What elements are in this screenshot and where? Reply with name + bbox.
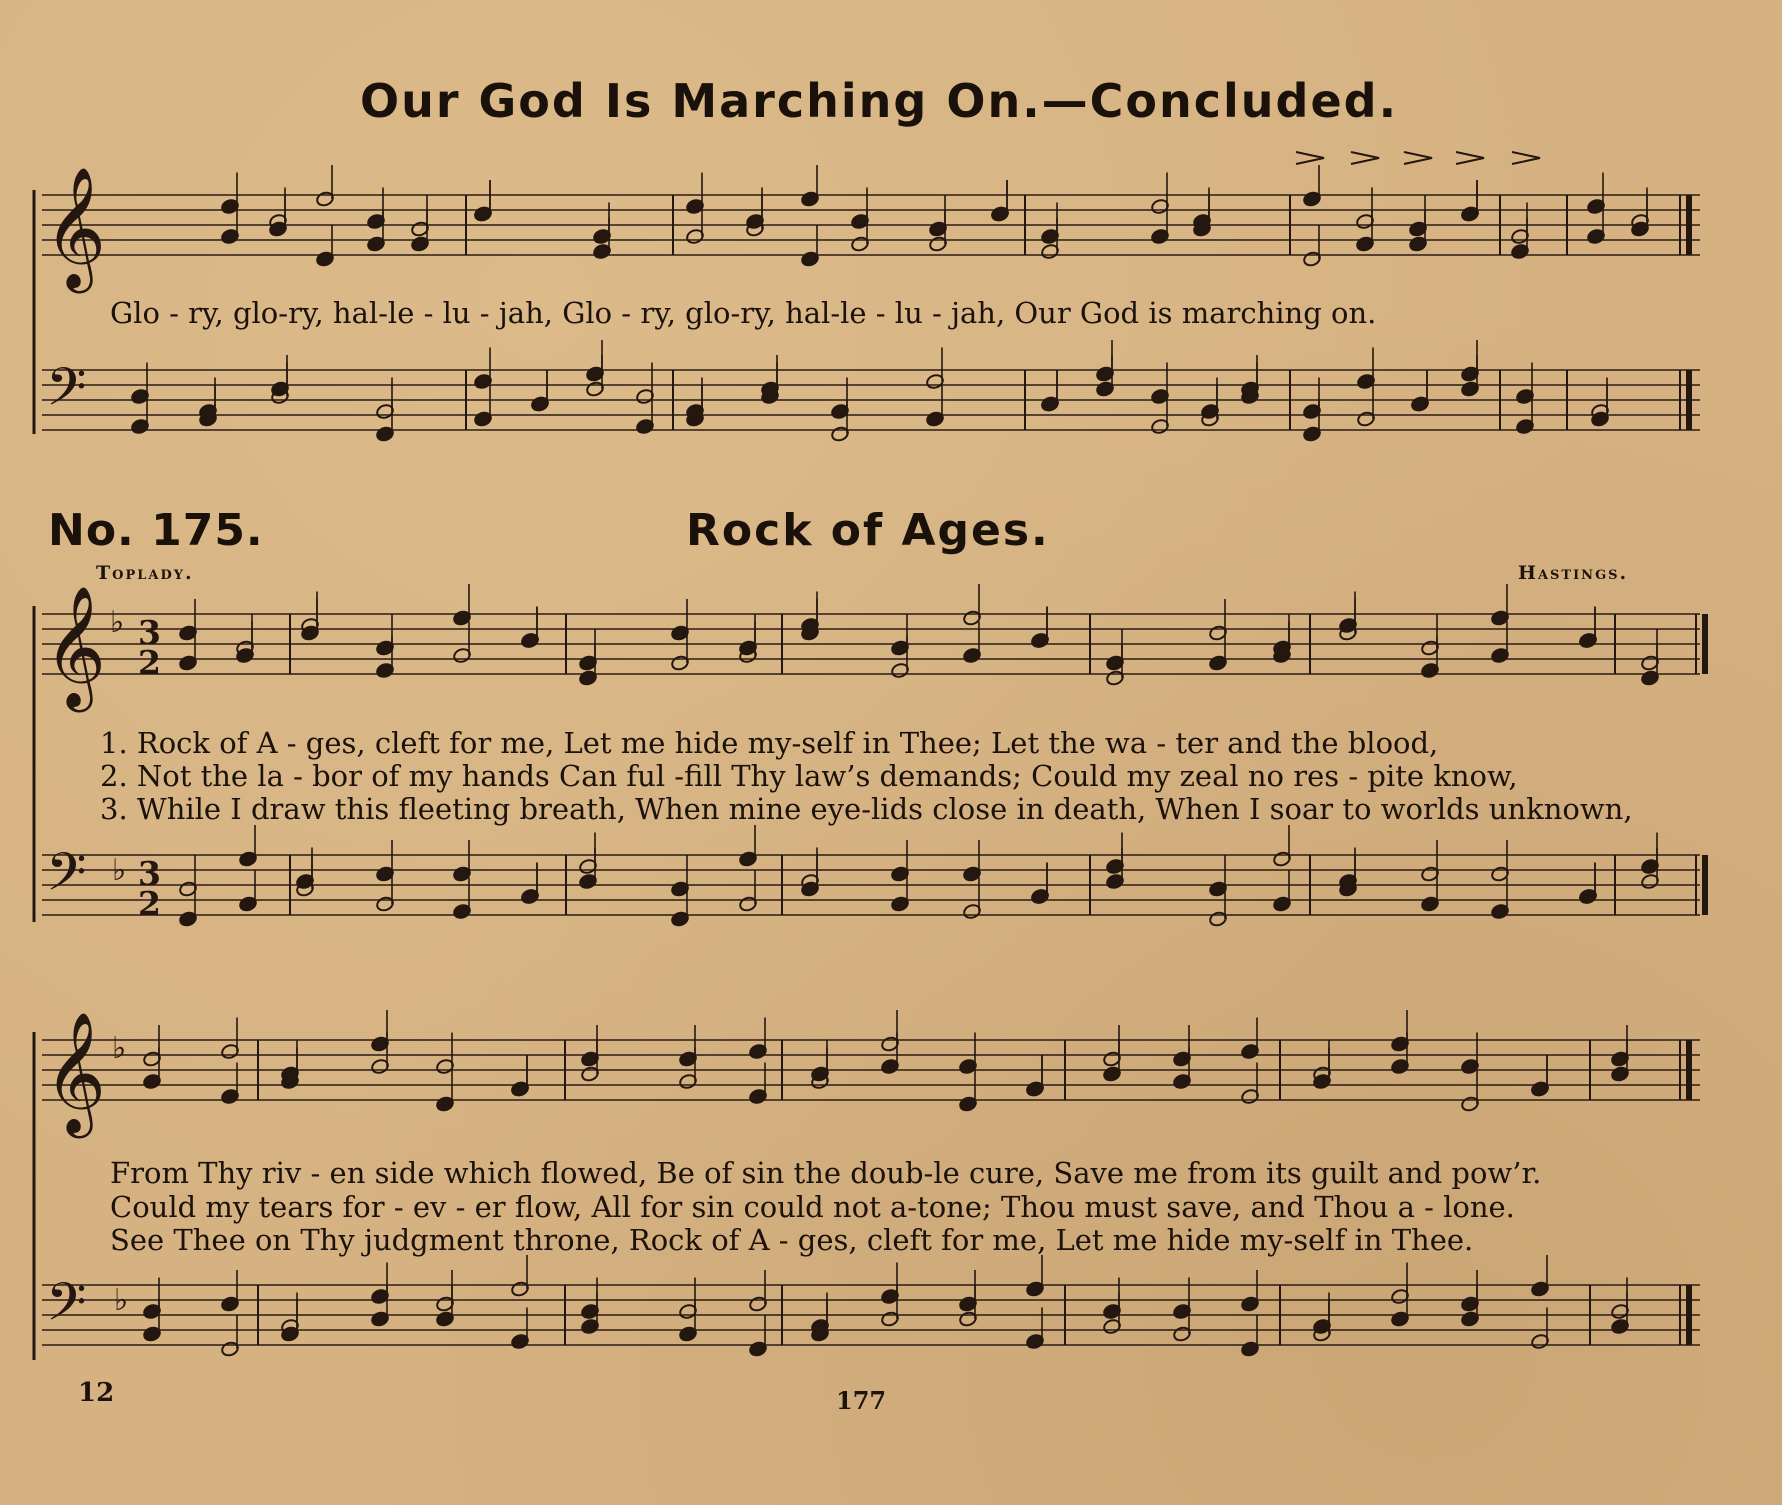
bass-clef: 𝄢 (46, 1272, 87, 1345)
folio-left: 12 (78, 1378, 115, 1408)
bass-staff-concluded (42, 370, 1700, 430)
treble-clef: 𝄞 (44, 166, 107, 288)
verse-3-line-2: See Thee on Thy judgment throne, Rock of A - ges, cleft for me, Let me hide my-self in Thee. (110, 1223, 1474, 1257)
final-barline (1686, 1040, 1692, 1100)
flat-key-signature: ♭ (112, 1031, 127, 1066)
bass-clef: 𝄢 (46, 357, 87, 430)
final-barline (1702, 855, 1708, 915)
time-signature-bottom: 2 (138, 643, 161, 682)
accent-mark (1351, 152, 1379, 164)
final-barline (1686, 1285, 1692, 1345)
accent-mark (1296, 152, 1324, 164)
verse-2-line-1: 2. Not the la - bor of my hands Can ful -fill Thy law’s demands; Could my zeal no res - pite know, (100, 759, 1518, 793)
final-barline (1686, 195, 1692, 255)
hymn-number: No. 175. (48, 505, 264, 556)
accent-mark (1512, 152, 1540, 164)
treble-clef: 𝄞 (44, 1011, 107, 1133)
verse-1-line-1: 1. Rock of A - ges, cleft for me, Let me hide my-self in Thee; Let the wa - ter and the blood, (100, 726, 1439, 760)
final-barline (1702, 614, 1708, 674)
concluded-title: Our God Is Marching On.—Concluded. (360, 74, 1399, 128)
page-number: 177 (836, 1386, 887, 1415)
verse-1-line-2: From Thy riv - en side which flowed, Be of sin the doub-le cure, Save me from its guilt and pow’r. (110, 1156, 1542, 1190)
flat-key-signature: ♭ (110, 605, 125, 640)
author-credit: Toplady. (96, 562, 194, 584)
accent-mark (1404, 152, 1432, 164)
composer-credit: Hastings. (1518, 562, 1629, 584)
accent-mark (1456, 152, 1484, 164)
time-signature-bottom: 2 (138, 884, 161, 923)
hymn-title: Rock of Ages. (686, 505, 1050, 556)
flat-key-signature: ♭ (112, 853, 127, 888)
treble-clef: 𝄞 (44, 585, 107, 707)
verse-2-line-2: Could my tears for - ev - er flow, All for sin could not a-tone; Thou must save, and Thou a - lone. (110, 1190, 1515, 1224)
verse-3-line-1: 3. While I draw this fleeting breath, When mine eye-lids close in death, When I soar to worlds unknown, (100, 792, 1633, 826)
concluded-lyric-line: Glo - ry, glo-ry, hal-le - lu - jah, Glo - ry, glo-ry, hal-le - lu - jah, Our God is marching on. (110, 296, 1377, 330)
bass-clef: 𝄢 (46, 842, 87, 915)
time-signature-top: 3 (138, 613, 161, 652)
time-signature-top: 3 (138, 854, 161, 893)
flat-key-signature: ♭ (114, 1283, 129, 1318)
treble-staff-concluded (42, 195, 1700, 255)
final-barline (1686, 370, 1692, 430)
